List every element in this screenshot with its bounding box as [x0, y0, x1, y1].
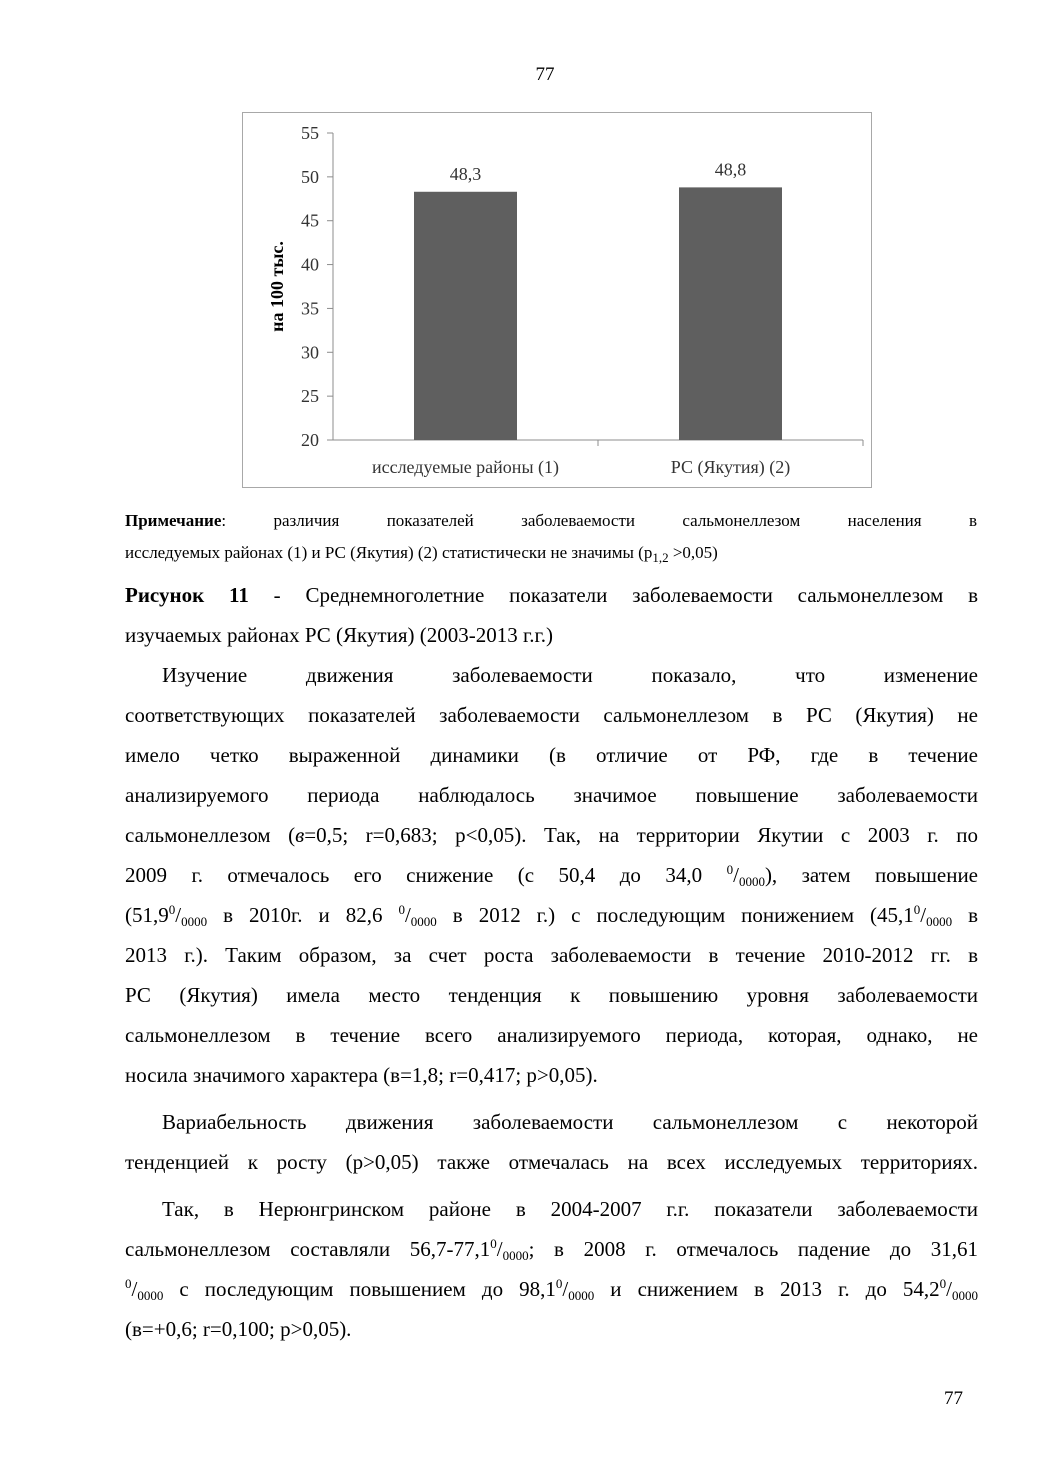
figure-note	[125, 505, 977, 569]
y-tick-label: 50	[301, 166, 319, 187]
note-line-1: Примечание: различия показателей заболеваемости сальмонеллезом населения в	[125, 511, 977, 530]
y-tick-label: 30	[301, 342, 319, 363]
body-text	[125, 655, 978, 1356]
y-tick-label: 25	[301, 386, 319, 407]
data-label: 48,3	[449, 163, 482, 184]
y-tick-label: 55	[301, 123, 319, 143]
x-tick-label: исследуемые районы (1)	[371, 457, 560, 477]
y-tick-label: 20	[301, 430, 319, 450]
bar-chart	[242, 112, 872, 488]
paragraph-2: Вариабельность движения заболеваемости сальмонеллезом с некоторой тенденцией к росту (p>0,05) также отмечалась на всех исследуемых территориях.	[125, 1110, 978, 1174]
note-label: Примечание	[125, 511, 222, 530]
paragraph-3: Так, в Нерюнгринском районе в 2004-2007 г.г. показатели заболеваемости сальмонеллезом составляли $56,7-77,1^0/_{0000}$; в 2008 г. отмечалось падение до 31,61 $^0/_{0000}$ с последующим повышением до $98,1^0/_{0000}$ и снижением в 2013 г. до $54,2^0/_{0000}$ (в=+0,6; r=0,100; p>0,05).	[125, 1197, 978, 1341]
note-line-2: исследуемых районах (1) и РС (Якутия) (2) статистически не значимы $(p_{1,2} >0,05)$	[125, 543, 718, 565]
y-tick-label: 45	[301, 210, 319, 231]
page-number-top: 77	[535, 64, 555, 85]
bar	[414, 192, 517, 440]
page-number-bottom: 77	[944, 1388, 963, 1409]
x-tick-label: РС (Якутия) (2)	[670, 457, 791, 477]
y-axis-label: на 100 тыс.	[267, 241, 287, 332]
caption-label: Рисунок 11	[125, 583, 249, 607]
y-tick-label: 40	[301, 254, 319, 275]
data-label: 48,8	[714, 159, 747, 180]
figure-caption	[125, 575, 978, 655]
y-tick-label: 35	[301, 298, 319, 319]
paragraph-1: Изучение движения заболеваемости показало, что изменение соответствующих показателей заболеваемости сальмонеллезом в РС (Якутия) не имело четко выраженной динамики (в отличие от РФ, где в течение анализируемого периода наблюдалось значимое повышение заболеваемости сальмонеллезом (в=0,5; r=0,683; p<0,05). Так, на территории Якутии с 2003 г. по 2009 г. отмечалось его снижение (с 50,4 до 34,0 $^0/_{0000}$), затем повышение ($51,9^0/_{0000}$ в 2010г. и 82,6 $^0/_{0000}$ в 2012 г.) с последующим понижением ($45,1^0/_{0000}$ в 2013 г.). Таким образом, за счет роста заболеваемости в течение 2010-2012 гг. в РС (Якутия) имела место тенденция к повышению уровня заболеваемости сальмонеллезом в течение всего анализируемого периода, которая, однако, не носила значимого характера (в=1,8; r=0,417; p>0,05).	[125, 663, 979, 1087]
bar	[679, 187, 782, 440]
caption-line-1: Рисунок 11 - Среднемноголетние показатели заболеваемости сальмонеллезом в	[125, 583, 978, 607]
bar-chart-svg	[243, 113, 873, 489]
caption-line-2: изучаемых районах РС (Якутия) (2003-2013 г.г.)	[125, 623, 553, 647]
